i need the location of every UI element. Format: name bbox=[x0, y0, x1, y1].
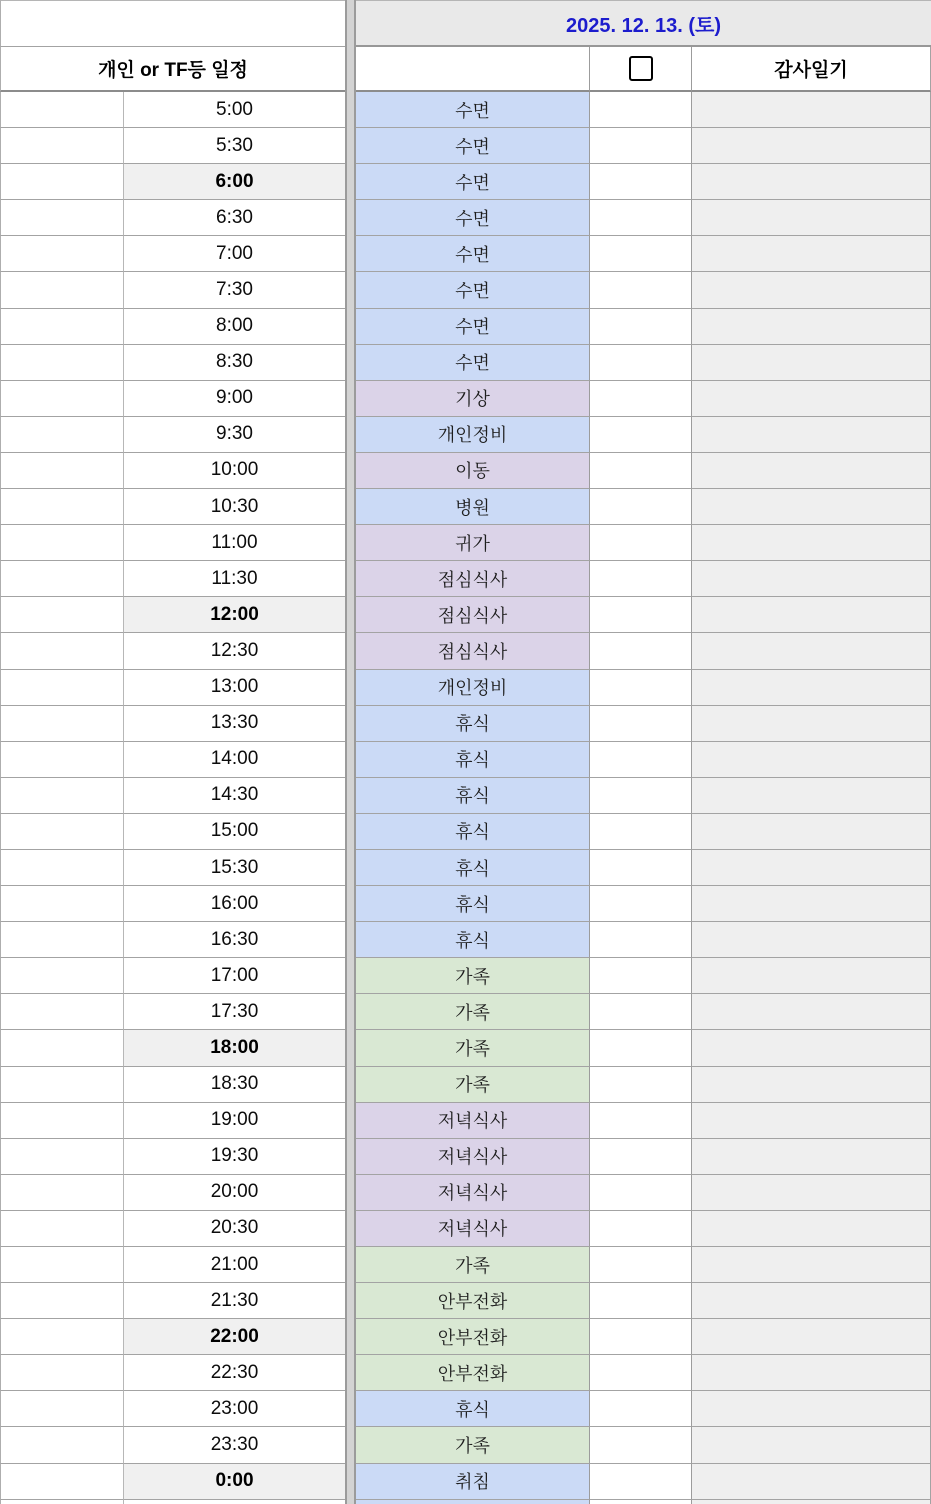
schedule-row bbox=[0, 1211, 931, 1247]
time-cell[interactable]: 5:00 bbox=[124, 92, 345, 128]
schedule-row bbox=[0, 453, 931, 489]
check-cell[interactable] bbox=[590, 886, 692, 922]
check-cell[interactable] bbox=[590, 922, 692, 958]
spacer-cell[interactable] bbox=[0, 850, 124, 886]
spacer-cell[interactable] bbox=[0, 1139, 124, 1175]
activity-cell[interactable]: 수면 bbox=[356, 200, 590, 236]
spacer-cell[interactable] bbox=[0, 381, 124, 417]
activity-cell[interactable]: 점심식사 bbox=[356, 633, 590, 669]
diary-cell[interactable] bbox=[692, 345, 931, 381]
diary-cell[interactable] bbox=[692, 1211, 931, 1247]
check-cell[interactable] bbox=[590, 1355, 692, 1391]
diary-cell[interactable] bbox=[692, 1391, 931, 1427]
check-cell[interactable] bbox=[590, 994, 692, 1030]
diary-cell[interactable] bbox=[692, 1175, 931, 1211]
activity-cell[interactable]: 휴식 bbox=[356, 706, 590, 742]
activity-cell[interactable]: 기상 bbox=[356, 381, 590, 417]
check-cell[interactable] bbox=[590, 128, 692, 164]
time-cell[interactable]: 17:30 bbox=[124, 994, 345, 1030]
activity-cell bbox=[356, 1500, 590, 1504]
diary-cell[interactable] bbox=[692, 670, 931, 706]
time-cell[interactable]: 11:30 bbox=[124, 561, 345, 597]
time-cell[interactable]: 23:00 bbox=[124, 1391, 345, 1427]
time-cell[interactable]: 15:30 bbox=[124, 850, 345, 886]
spacer-cell[interactable] bbox=[0, 453, 124, 489]
diary-cell[interactable] bbox=[692, 272, 931, 308]
activity-cell[interactable]: 병원 bbox=[356, 489, 590, 525]
check-cell[interactable] bbox=[590, 453, 692, 489]
diary-cell[interactable] bbox=[692, 886, 931, 922]
schedule-row bbox=[0, 489, 931, 525]
checkbox[interactable] bbox=[629, 56, 653, 81]
diary-cell[interactable] bbox=[692, 309, 931, 345]
spacer-cell[interactable] bbox=[0, 1391, 124, 1427]
schedule-row bbox=[0, 1067, 931, 1103]
diary-cell[interactable] bbox=[692, 1247, 931, 1283]
check-cell[interactable] bbox=[590, 1030, 692, 1066]
time-cell[interactable]: 13:00 bbox=[124, 670, 345, 706]
schedule-row bbox=[0, 236, 931, 272]
spacer-cell[interactable] bbox=[0, 1355, 124, 1391]
diary-cell[interactable] bbox=[692, 1427, 931, 1463]
check-cell[interactable] bbox=[590, 706, 692, 742]
check-cell[interactable] bbox=[590, 1283, 692, 1319]
schedule-row bbox=[0, 706, 931, 742]
spacer-cell[interactable] bbox=[0, 1283, 124, 1319]
time-cell[interactable]: 14:00 bbox=[124, 742, 345, 778]
check-cell[interactable] bbox=[590, 381, 692, 417]
time-cell[interactable]: 20:30 bbox=[124, 1211, 345, 1247]
activity-cell[interactable]: 휴식 bbox=[356, 850, 590, 886]
time-cell[interactable]: 7:30 bbox=[124, 272, 345, 308]
schedule-row bbox=[0, 1247, 931, 1283]
activity-cell[interactable]: 휴식 bbox=[356, 886, 590, 922]
time-cell[interactable]: 0:00 bbox=[124, 1464, 345, 1500]
schedule-row bbox=[0, 958, 931, 994]
diary-cell[interactable] bbox=[692, 1319, 931, 1355]
schedule-row bbox=[0, 778, 931, 814]
diary-cell[interactable] bbox=[692, 706, 931, 742]
check-cell[interactable] bbox=[590, 164, 692, 200]
schedule-row bbox=[0, 1427, 931, 1463]
time-cell[interactable]: 6:30 bbox=[124, 200, 345, 236]
schedule-row bbox=[0, 994, 931, 1030]
activity-cell[interactable]: 휴식 bbox=[356, 814, 590, 850]
spacer-cell[interactable] bbox=[0, 1247, 124, 1283]
schedule-row bbox=[0, 850, 931, 886]
spacer-cell[interactable] bbox=[0, 1211, 124, 1247]
time-cell[interactable]: 16:00 bbox=[124, 886, 345, 922]
schedule-row bbox=[0, 1319, 931, 1355]
spacer-cell[interactable] bbox=[0, 1427, 124, 1463]
diary-cell[interactable] bbox=[692, 92, 931, 128]
schedule-row bbox=[0, 200, 931, 236]
time-cell[interactable]: 17:00 bbox=[124, 958, 345, 994]
spacer-cell[interactable] bbox=[0, 1030, 124, 1066]
left-header-empty-cell bbox=[0, 0, 345, 47]
diary-cell[interactable] bbox=[692, 453, 931, 489]
spacer-cell[interactable] bbox=[0, 922, 124, 958]
time-cell[interactable]: 10:00 bbox=[124, 453, 345, 489]
spacer-cell[interactable] bbox=[0, 92, 124, 128]
schedule-row bbox=[0, 1283, 931, 1319]
diary-cell[interactable] bbox=[692, 1030, 931, 1066]
check-cell[interactable] bbox=[590, 1103, 692, 1139]
diary-cell[interactable] bbox=[692, 814, 931, 850]
check-cell[interactable] bbox=[590, 309, 692, 345]
time-cell[interactable]: 16:30 bbox=[124, 922, 345, 958]
schedule-row bbox=[0, 886, 931, 922]
activity-cell[interactable]: 수면 bbox=[356, 272, 590, 308]
check-cell[interactable] bbox=[590, 236, 692, 272]
diary-cell[interactable] bbox=[692, 128, 931, 164]
spacer-cell[interactable] bbox=[0, 345, 124, 381]
diary-cell[interactable] bbox=[692, 1139, 931, 1175]
diary-cell[interactable] bbox=[692, 200, 931, 236]
check-cell[interactable] bbox=[590, 742, 692, 778]
schedule-row bbox=[0, 1103, 931, 1139]
diary-cell[interactable] bbox=[692, 1067, 931, 1103]
spacer-cell[interactable] bbox=[0, 525, 124, 561]
check-cell[interactable] bbox=[590, 1391, 692, 1427]
time-cell[interactable]: 9:00 bbox=[124, 381, 345, 417]
time-cell[interactable]: 19:00 bbox=[124, 1103, 345, 1139]
check-cell[interactable] bbox=[590, 633, 692, 669]
diary-cell bbox=[692, 1500, 931, 1504]
diary-cell[interactable] bbox=[692, 958, 931, 994]
spacer-cell[interactable] bbox=[0, 706, 124, 742]
activity-cell[interactable]: 수면 bbox=[356, 164, 590, 200]
time-cell[interactable]: 18:00 bbox=[124, 1030, 345, 1066]
schedule-row bbox=[0, 92, 931, 128]
schedule-rows bbox=[0, 92, 931, 1500]
spacer-cell[interactable] bbox=[0, 200, 124, 236]
check-cell[interactable] bbox=[590, 1319, 692, 1355]
activity-cell[interactable]: 취침 bbox=[356, 1464, 590, 1500]
check-cell[interactable] bbox=[590, 417, 692, 453]
time-cell[interactable]: 20:00 bbox=[124, 1175, 345, 1211]
time-cell bbox=[124, 1500, 345, 1504]
check-cell[interactable] bbox=[590, 1464, 692, 1500]
spacer-cell[interactable] bbox=[0, 958, 124, 994]
time-cell[interactable]: 6:00 bbox=[124, 164, 345, 200]
activity-cell[interactable]: 수면 bbox=[356, 92, 590, 128]
spacer-cell[interactable] bbox=[0, 309, 124, 345]
activity-cell[interactable]: 저녁식사 bbox=[356, 1211, 590, 1247]
activity-cell[interactable]: 점심식사 bbox=[356, 561, 590, 597]
spacer-cell[interactable] bbox=[0, 489, 124, 525]
schedule-row bbox=[0, 1030, 931, 1066]
spacer-cell[interactable] bbox=[0, 272, 124, 308]
diary-cell[interactable] bbox=[692, 1283, 931, 1319]
activity-cell[interactable]: 휴식 bbox=[356, 742, 590, 778]
schedule-row bbox=[0, 381, 931, 417]
activity-cell[interactable]: 휴식 bbox=[356, 778, 590, 814]
spacer-cell[interactable] bbox=[0, 1464, 124, 1500]
activity-cell[interactable]: 가족 bbox=[356, 958, 590, 994]
activity-cell[interactable]: 수면 bbox=[356, 309, 590, 345]
time-cell[interactable]: 8:00 bbox=[124, 309, 345, 345]
spacer-cell[interactable] bbox=[0, 561, 124, 597]
schedule-row bbox=[0, 597, 931, 633]
activity-cell[interactable]: 가족 bbox=[356, 1247, 590, 1283]
header-row-date bbox=[0, 0, 931, 47]
activity-cell[interactable]: 휴식 bbox=[356, 922, 590, 958]
activity-cell[interactable]: 안부전화 bbox=[356, 1319, 590, 1355]
check-cell[interactable] bbox=[590, 670, 692, 706]
schedule-row bbox=[0, 814, 931, 850]
activity-cell[interactable]: 개인정비 bbox=[356, 670, 590, 706]
spacer-cell[interactable] bbox=[0, 670, 124, 706]
check-cell[interactable] bbox=[590, 92, 692, 128]
activity-header-empty-cell bbox=[356, 47, 590, 92]
activity-cell[interactable]: 저녁식사 bbox=[356, 1139, 590, 1175]
diary-cell[interactable] bbox=[692, 561, 931, 597]
spacer-cell bbox=[0, 1500, 124, 1504]
time-cell[interactable]: 12:00 bbox=[124, 597, 345, 633]
activity-cell[interactable]: 저녁식사 bbox=[356, 1103, 590, 1139]
activity-cell[interactable]: 가족 bbox=[356, 1067, 590, 1103]
spacer-cell[interactable] bbox=[0, 1319, 124, 1355]
schedule-row bbox=[0, 670, 931, 706]
schedule-row bbox=[0, 164, 931, 200]
time-cell[interactable]: 14:30 bbox=[124, 778, 345, 814]
diary-cell[interactable] bbox=[692, 164, 931, 200]
time-cell[interactable]: 21:00 bbox=[124, 1247, 345, 1283]
spacer-cell[interactable] bbox=[0, 1175, 124, 1211]
check-cell[interactable] bbox=[590, 1427, 692, 1463]
diary-cell[interactable] bbox=[692, 489, 931, 525]
check-cell[interactable] bbox=[590, 561, 692, 597]
header-row-labels bbox=[0, 47, 931, 92]
check-cell[interactable] bbox=[590, 1247, 692, 1283]
diary-cell[interactable] bbox=[692, 525, 931, 561]
diary-cell[interactable] bbox=[692, 850, 931, 886]
activity-cell[interactable]: 귀가 bbox=[356, 525, 590, 561]
schedule-row bbox=[0, 1464, 931, 1500]
check-cell[interactable] bbox=[590, 1211, 692, 1247]
spacer-cell[interactable] bbox=[0, 1067, 124, 1103]
time-cell[interactable]: 9:30 bbox=[124, 417, 345, 453]
check-cell[interactable] bbox=[590, 597, 692, 633]
diary-cell[interactable] bbox=[692, 1464, 931, 1500]
spacer-cell[interactable] bbox=[0, 742, 124, 778]
schedule-row bbox=[0, 309, 931, 345]
time-cell[interactable]: 15:00 bbox=[124, 814, 345, 850]
time-cell[interactable]: 5:30 bbox=[124, 128, 345, 164]
spacer-cell[interactable] bbox=[0, 814, 124, 850]
schedule-row bbox=[0, 561, 931, 597]
diary-cell[interactable] bbox=[692, 922, 931, 958]
activity-cell[interactable]: 수면 bbox=[356, 128, 590, 164]
diary-header-cell: 감사일기 bbox=[692, 47, 931, 92]
schedule-row bbox=[0, 128, 931, 164]
diary-cell[interactable] bbox=[692, 742, 931, 778]
time-cell[interactable]: 23:30 bbox=[124, 1427, 345, 1463]
check-cell[interactable] bbox=[590, 958, 692, 994]
diary-cell[interactable] bbox=[692, 994, 931, 1030]
date-header-cell: 2025. 12. 13. (토) bbox=[356, 0, 931, 47]
left-header-title-cell: 개인 or TF등 일정 bbox=[0, 47, 345, 92]
spacer-cell[interactable] bbox=[0, 633, 124, 669]
check-cell[interactable] bbox=[590, 272, 692, 308]
schedule-row bbox=[0, 272, 931, 308]
time-cell[interactable]: 8:30 bbox=[124, 345, 345, 381]
time-cell[interactable]: 22:00 bbox=[124, 1319, 345, 1355]
schedule-row bbox=[0, 345, 931, 381]
diary-cell[interactable] bbox=[692, 633, 931, 669]
check-cell[interactable] bbox=[590, 1139, 692, 1175]
activity-cell[interactable]: 가족 bbox=[356, 994, 590, 1030]
activity-cell[interactable]: 점심식사 bbox=[356, 597, 590, 633]
time-cell[interactable]: 22:30 bbox=[124, 1355, 345, 1391]
spacer-cell[interactable] bbox=[0, 164, 124, 200]
partial-row bbox=[0, 1500, 931, 1504]
check-cell bbox=[590, 1500, 692, 1504]
activity-cell[interactable]: 개인정비 bbox=[356, 417, 590, 453]
time-cell[interactable]: 7:00 bbox=[124, 236, 345, 272]
schedule-row bbox=[0, 742, 931, 778]
spacer-cell[interactable] bbox=[0, 886, 124, 922]
activity-cell[interactable]: 저녁식사 bbox=[356, 1175, 590, 1211]
diary-cell[interactable] bbox=[692, 417, 931, 453]
schedule-row bbox=[0, 1355, 931, 1391]
spacer-cell[interactable] bbox=[0, 128, 124, 164]
spacer-cell[interactable] bbox=[0, 236, 124, 272]
activity-cell[interactable]: 이동 bbox=[356, 453, 590, 489]
time-cell[interactable]: 19:30 bbox=[124, 1139, 345, 1175]
spacer-cell[interactable] bbox=[0, 597, 124, 633]
schedule-row bbox=[0, 1175, 931, 1211]
schedule-row bbox=[0, 633, 931, 669]
spacer-cell[interactable] bbox=[0, 1103, 124, 1139]
check-cell[interactable] bbox=[590, 778, 692, 814]
check-cell[interactable] bbox=[590, 489, 692, 525]
time-cell[interactable]: 10:30 bbox=[124, 489, 345, 525]
check-cell[interactable] bbox=[590, 850, 692, 886]
schedule-row bbox=[0, 525, 931, 561]
check-cell[interactable] bbox=[590, 525, 692, 561]
time-cell[interactable]: 21:30 bbox=[124, 1283, 345, 1319]
activity-cell[interactable]: 가족 bbox=[356, 1030, 590, 1066]
activity-cell[interactable]: 안부전화 bbox=[356, 1355, 590, 1391]
diary-cell[interactable] bbox=[692, 778, 931, 814]
diary-cell[interactable] bbox=[692, 597, 931, 633]
activity-cell[interactable]: 휴식 bbox=[356, 1391, 590, 1427]
schedule-row bbox=[0, 1139, 931, 1175]
schedule-row bbox=[0, 1391, 931, 1427]
diary-cell[interactable] bbox=[692, 1103, 931, 1139]
time-cell[interactable]: 18:30 bbox=[124, 1067, 345, 1103]
check-cell[interactable] bbox=[590, 200, 692, 236]
diary-cell[interactable] bbox=[692, 236, 931, 272]
time-cell[interactable]: 12:30 bbox=[124, 633, 345, 669]
diary-cell[interactable] bbox=[692, 1355, 931, 1391]
diary-cell[interactable] bbox=[692, 381, 931, 417]
check-cell[interactable] bbox=[590, 345, 692, 381]
spacer-cell[interactable] bbox=[0, 417, 124, 453]
time-cell[interactable]: 13:30 bbox=[124, 706, 345, 742]
time-cell[interactable]: 11:00 bbox=[124, 525, 345, 561]
activity-cell[interactable]: 가족 bbox=[356, 1427, 590, 1463]
checkbox-header-cell bbox=[590, 47, 692, 92]
check-cell[interactable] bbox=[590, 814, 692, 850]
spacer-cell[interactable] bbox=[0, 994, 124, 1030]
check-cell[interactable] bbox=[590, 1067, 692, 1103]
schedule-row bbox=[0, 922, 931, 958]
pane-divider bbox=[345, 0, 356, 1504]
spacer-cell[interactable] bbox=[0, 778, 124, 814]
schedule-row bbox=[0, 417, 931, 453]
activity-cell[interactable]: 수면 bbox=[356, 236, 590, 272]
activity-cell[interactable]: 수면 bbox=[356, 345, 590, 381]
check-cell[interactable] bbox=[590, 1175, 692, 1211]
activity-cell[interactable]: 안부전화 bbox=[356, 1283, 590, 1319]
